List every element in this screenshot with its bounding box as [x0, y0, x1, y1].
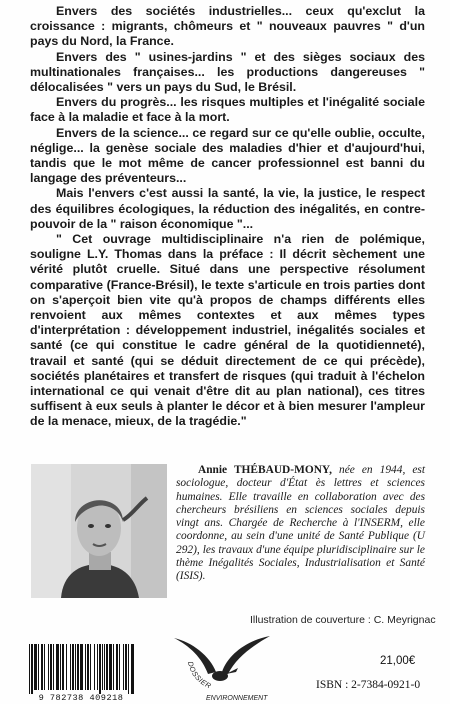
barcode-bar [109, 644, 112, 690]
barcode-bar [29, 644, 30, 694]
barcode-bar [53, 644, 54, 690]
barcode-bar [128, 644, 129, 694]
logo-word-dossier: DOSSIER [185, 660, 213, 691]
blurb-paragraph: Envers du progrès... les risques multiples et l'inégalité sociale face à la maladie et face à la mort. [30, 95, 425, 125]
isbn-number: ISBN : 2-7384-0921-0 [316, 679, 421, 691]
barcode-bar [97, 644, 98, 690]
barcode-bar [131, 644, 134, 694]
barcode-bar [56, 644, 59, 690]
cover-illustration-credit: Illustration de couverture : C. Meyrignac [250, 614, 436, 626]
barcode-bar [94, 644, 95, 690]
barcode-bar [77, 644, 79, 690]
blurb-paragraph: Envers de la science... ce regard sur ce qu'elle oublie, occulte, néglige... la genèse sociale des maladies d'hier et d'aujourd'hui, tandis que le mot même de cancer professionnel est banni du langage des préventeurs... [30, 125, 425, 186]
barcode-bar [80, 644, 83, 690]
publisher-series-logo [166, 628, 278, 702]
blurb-paragraph: Envers des sociétés industrielles... ceux qu'exclut la croissance : migrants, chômeurs et " nouveaux pauvres " d'un pays du Nord, la France. [30, 4, 425, 49]
barcode-bar [66, 644, 67, 690]
barcode-bar [104, 644, 105, 690]
barcode-bar [85, 644, 86, 690]
barcode-bar [106, 644, 108, 690]
barcode-bar [41, 644, 43, 690]
back-cover-blurb [30, 4, 425, 430]
barcode-bar [31, 644, 33, 694]
barcode-bar [72, 644, 74, 690]
barcode-bar [62, 644, 64, 690]
barcode-digits: 9 782738 409218 [38, 693, 124, 703]
blurb-quote-paragraph: " Cet ouvrage multidisciplinaire n'a rien de polémique, souligne L.Y. Thomas dans la préface : Il décrit sèchement une vérité plutôt cruelle. Situé dans une perspective résolument comparative (France-Brésil), le texte s'articule en trois parties dont on s'aperçoit bien vite qu'à propos de champs différents elles renvoient aux mêmes contextes et aux mêmes types d'interprétation : développement industriel, inégalités sociales et santé (ce qui constitue le cadre général de la quotidienneté), travail et santé (qui se déduit directement de ce qui précède), sociétés planétaires et transfert de risques (qui traduit à l'échelon international ce qui venait d'être dit au plan national), ces titres suffisent à eux seuls à planter le décor et à bien mesurer l'ampleur de la menace, mieux, de la tragédie." [30, 232, 425, 429]
author-bio-text: née en 1944, est sociologue, docteur d'État ès lettres et sciences humaines. Elle travaille en collaboration avec des chercheurs brésiliens en sciences sociales depuis vingt ans. Chargée de Recherche à l'INSERM, elle coordonne, au sein d'une unité de Santé Publique (U 292), les travaux d'une équipe pluridisciplinaire sur le thème Inégalités Sociales, Industrialisation et Santé (ISIS). [176, 464, 425, 583]
barcode-bar [70, 644, 71, 690]
barcode-bar [99, 644, 101, 694]
barcode-bar [44, 644, 45, 690]
author-biography [176, 464, 425, 584]
bird-icon [174, 636, 270, 681]
barcode-bar [90, 644, 91, 690]
barcode-bar [116, 644, 118, 690]
barcode-bar [125, 644, 127, 690]
book-price: 21,00€ [380, 655, 416, 667]
barcode-bar [50, 644, 52, 690]
barcode-bar [119, 644, 120, 690]
author-name: Annie THÉBAUD-MONY, [198, 464, 332, 476]
blurb-paragraph: Mais l'envers c'est aussi la santé, la vie, la justice, le respect des équilibres écologiques, la réduction des inégalités, en contre-pouvoir de la " raison économique "... [30, 186, 425, 231]
barcode-bar [75, 644, 76, 690]
barcode-bar [102, 644, 103, 690]
barcode-bar [60, 644, 61, 690]
author-photo [31, 464, 167, 598]
barcode-bar [123, 644, 124, 690]
barcode-bar [113, 644, 114, 690]
barcode-bar [48, 644, 49, 690]
barcode-bar [87, 644, 89, 690]
barcode-bar [38, 644, 39, 690]
blurb-paragraph: Envers des " usines-jardins " et des sièges sociaux des multinationales françaises... les productions dangereuses " délocalisées " vers un pays du Sud, le Brésil. [30, 49, 425, 95]
ean-barcode [27, 644, 135, 694]
logo-word-environnement: ENVIRONNEMENT [206, 695, 268, 702]
barcode-bar [34, 644, 37, 690]
